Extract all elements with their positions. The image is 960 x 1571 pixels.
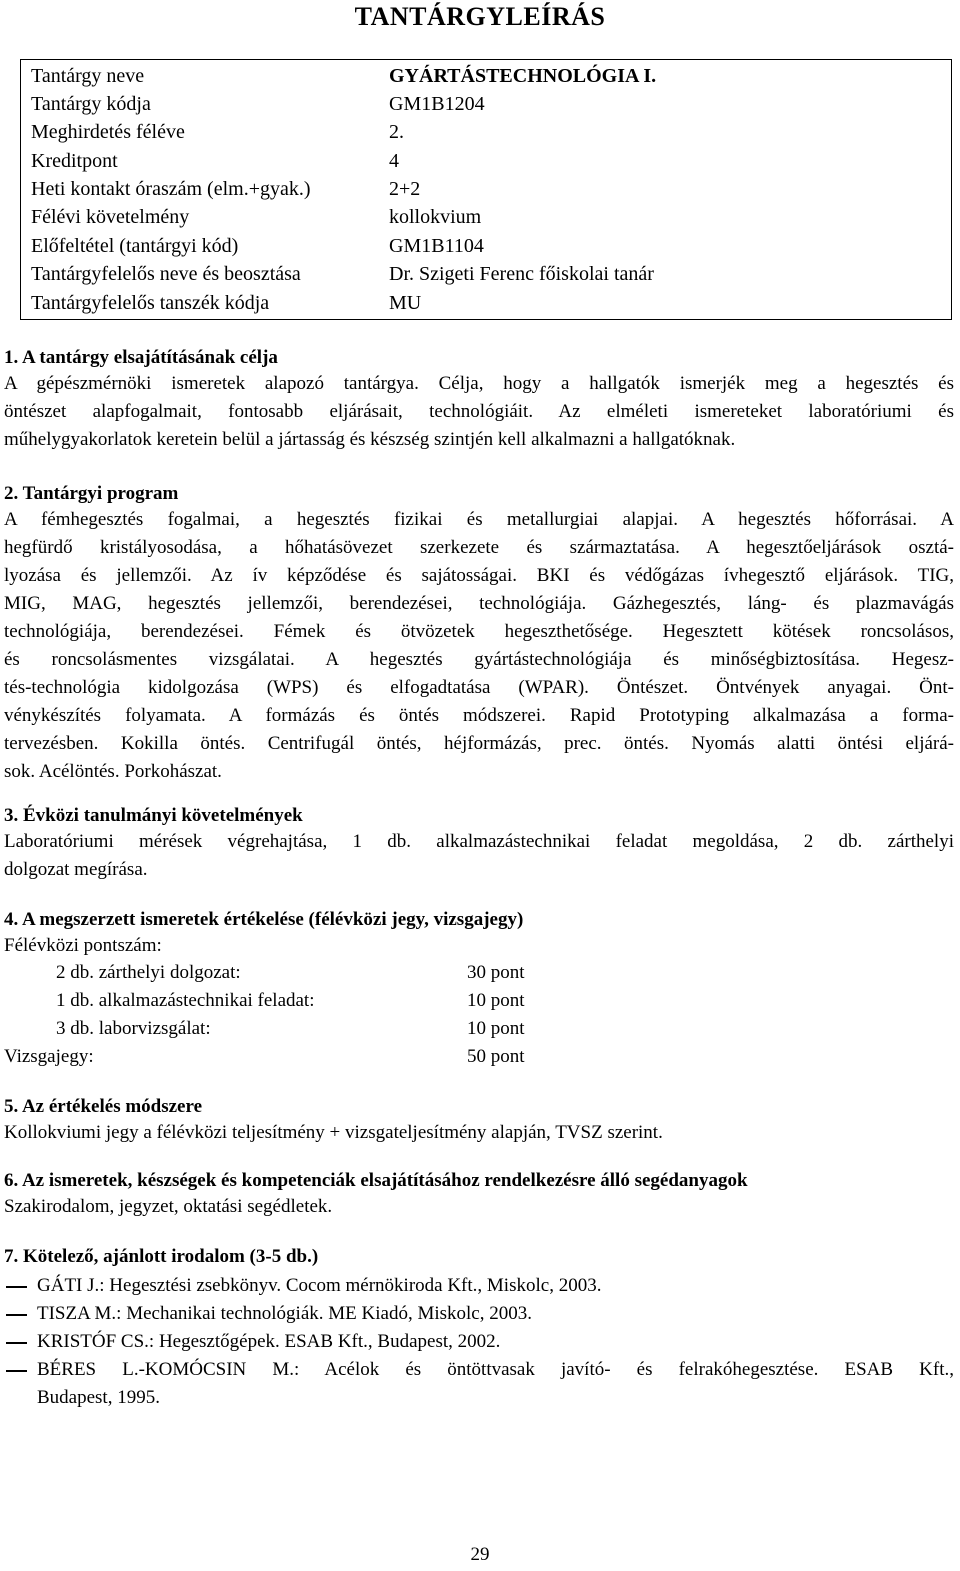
info-row-hours [21,176,951,204]
points-label: 3 db. laborvizsgálat: [56,1018,211,1039]
reference-item [4,1328,954,1356]
info-label: Meghirdetés féléve [31,121,185,143]
info-value: kollokvium [389,206,482,228]
info-value: Dr. Szigeti Ferenc főiskolai tanár [389,263,654,285]
section-paragraph [4,828,954,884]
text-line: A gépészmérnöki ismeretek alapozó tantárgya. Célja, hogy a hallgatók ismerjék meg a hegesztés és [4,373,954,394]
reference-item [4,1356,954,1412]
info-row-responsible [21,261,951,289]
info-label: Tantárgyfelelős neve és beosztása [31,263,301,285]
section-program [4,482,954,786]
reference-text: BÉRES L.-KOMÓCSIN M.: Acélok és öntöttvasak javító- és felrakóhegesztése. ESAB Kft., [37,1359,954,1380]
points-subheading [4,932,954,960]
points-label: 2 db. zárthelyi dolgozat: [56,962,241,983]
text-line: Laboratóriumi mérések végrehajtása, 1 db. alkalmazástechnikai feladat megoldása, 2 db. zárthelyi [4,831,954,852]
text-line: vénykészítés folyamata. A formázás és öntés módszerei. Rapid Prototyping alkalmazása a forma- [4,705,954,726]
info-label: Tantárgy kódja [31,93,151,115]
info-value: 2. [389,121,404,143]
info-row-prerequisite [21,233,951,261]
text-line: műhelygyakorlatok keretein belül a jártasság és készség szintjén kell alkalmazni a hallgatóknak. [4,429,736,450]
reference-text: KRISTÓF CS.: Hegesztőgépek. ESAB Kft., Budapest, 2002. [37,1331,501,1352]
info-label: Félévi követelmény [31,206,190,228]
text-line: öntészet alapfogalmait, fontosabb eljárásait, technológiáit. Az elméleti ismereteket laboratóriumi és [4,401,954,422]
info-row-code [21,91,951,119]
info-label: Tantárgyfelelős tanszék kódja [31,292,270,314]
section-heading: 4. A megszerzett ismeretek értékelése (félévközi jegy, vizsgajegy) [4,909,524,930]
section-heading: 7. Kötelező, ajánlott irodalom (3-5 db.) [4,1246,319,1267]
page-title: TANTÁRGYLEÍRÁS [354,2,606,31]
points-value: 10 pont [467,1018,525,1039]
exam-label: Vizsgajegy: [4,1046,94,1067]
info-value: GM1B1104 [389,235,484,257]
text-line: és roncsolásmentes vizsgálatai. A hegesztés gyártástechnológiája és minőségbiztosítása. Hegesz- [4,649,954,670]
points-row [4,1018,954,1046]
text-line: sok. Acélöntés. Porkohászat. [4,761,222,782]
info-row-requirement [21,204,951,232]
text-line: tés-technológia kidolgozása (WPS) és elfogadtatása (WPAR). Öntészet. Öntvények anyagai. Önt- [4,677,954,698]
points-row [4,962,954,990]
info-label: Előfeltétel (tantárgyi kód) [31,235,239,257]
info-value: 2+2 [389,178,421,200]
text-line: MIG, MAG, hegesztés jellemzői, berendezései, technológiája. Gázhegesztés, láng- és plazmavágás [4,593,954,614]
course-info-table [20,59,952,320]
reference-text: GÁTI J.: Hegesztési zsebkönyv. Cocom mérnökiroda Kft., Miskolc, 2003. [37,1275,602,1296]
info-value: 4 [389,150,399,172]
text-line: technológiája, berendezései. Fémek és ötvözetek hegeszthetősége. Hegesztett kötések roncsolásos, [4,621,954,642]
info-row-department [21,290,951,318]
exam-row [4,1046,954,1074]
section-heading: 3. Évközi tanulmányi követelmények [4,805,303,826]
exam-value: 50 pont [467,1046,525,1067]
text-line: Kollokviumi jegy a félévközi teljesítmény + vizsgateljesítmény alapján, TVSZ szerint. [4,1122,663,1143]
points-label: 1 db. alkalmazástechnikai feladat: [56,990,315,1011]
section-requirements [4,804,954,884]
text-line: tervezésben. Kokilla öntés. Centrifugál öntés, héjformázás, prec. öntés. Nyomás alatti öntési eljárá- [4,733,954,754]
section-paragraph [4,1119,954,1147]
section-paragraph [4,506,954,786]
text-line: dolgozat megírása. [4,859,148,880]
text-line: A fémhegesztés fogalmai, a hegesztés fizikai és metallurgiai alapjai. A hegesztés hőforrásai. A [4,509,954,530]
info-row-name [21,63,951,91]
text-line: hegfürdő kristályosodása, a hőhatásövezet szerkezete és származtatása. A hegesztőeljárások osztá- [4,537,954,558]
section-method [4,1095,954,1147]
info-row-semester [21,119,951,147]
section-literature [4,1245,954,1269]
reference-list [4,1272,954,1412]
points-value: 30 pont [467,962,525,983]
info-value: GM1B1204 [389,93,485,115]
info-row-credit [21,148,951,176]
section-goal [4,346,954,454]
text-line: lyozása és jellemzői. Az ív képződése és sajátosságai. BKI és védőgázas ívhegesztő eljárások. TIG, [4,565,954,586]
section-materials [4,1169,954,1221]
section-evaluation [4,908,954,960]
reference-text: TISZA M.: Mechanikai technológiák. ME Kiadó, Miskolc, 2003. [37,1303,532,1324]
section-paragraph [4,370,954,454]
info-label: Kreditpont [31,150,118,172]
reference-text: Budapest, 1995. [37,1387,160,1408]
page-number: 29 [470,1544,490,1565]
reference-item [4,1300,954,1328]
points-value: 10 pont [467,990,525,1011]
info-value: MU [389,292,422,314]
info-label: Heti kontakt óraszám (elm.+gyak.) [31,178,311,200]
section-heading: 6. Az ismeretek, készségek és kompetenciák elsajátításához rendelkezésre álló segédanyagok [4,1170,748,1191]
text-line: Félévközi pontszám: [4,935,162,956]
text-line: Szakirodalom, jegyzet, oktatási segédletek. [4,1196,333,1217]
reference-item [4,1272,954,1300]
section-paragraph [4,1193,954,1221]
section-heading: 2. Tantárgyi program [4,483,179,504]
points-row [4,990,954,1018]
section-heading: 1. A tantárgy elsajátításának célja [4,347,278,368]
info-value: GYÁRTÁSTECHNOLÓGIA I. [389,65,657,87]
info-label: Tantárgy neve [31,65,145,87]
section-heading: 5. Az értékelés módszere [4,1096,203,1117]
